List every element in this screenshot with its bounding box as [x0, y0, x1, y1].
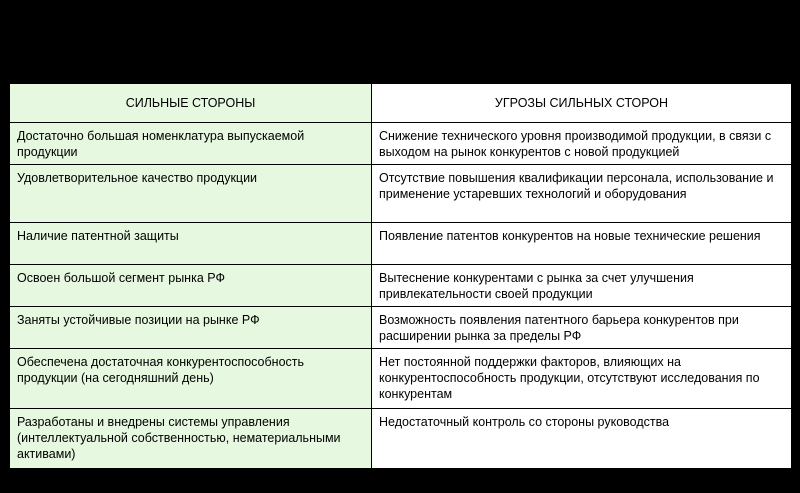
swot-table-container: [9, 83, 791, 469]
strength-cell: Заняты устойчивые позиции на рынке РФ: [10, 307, 372, 349]
table-row: [10, 409, 792, 469]
strength-cell: Удовлетворительное качество продукции: [10, 165, 372, 223]
threat-cell: Возможность появления патентного барьера конкурентов при расширении рынка за пределы РФ: [372, 307, 792, 349]
table-row: [10, 349, 792, 409]
threat-cell: Снижение технического уровня производимой продукции, в связи с выходом на рынок конкурентов с новой продукцией: [372, 123, 792, 165]
threat-cell: Отсутствие повышения квалификации персонала, использование и применение устаревших технологий и оборудования: [372, 165, 792, 223]
strength-cell: Наличие патентной защиты: [10, 223, 372, 265]
strengths-threats-table: [9, 83, 792, 469]
threat-cell: Нет постоянной поддержки факторов, влияющих на конкурентоспособность продукции, отсутствуют исследования по конкурентам: [372, 349, 792, 409]
table-header-row: [10, 84, 792, 123]
threat-cell: Вытеснение конкурентами с рынка за счет улучшения привлекательности своей продукции: [372, 265, 792, 307]
table-row: [10, 165, 792, 223]
strength-cell: Обеспечена достаточная конкурентоспособность продукции (на сегодняшний день): [10, 349, 372, 409]
table-row: [10, 123, 792, 165]
threats-column-header: УГРОЗЫ СИЛЬНЫХ СТОРОН: [372, 84, 792, 123]
table-row: [10, 307, 792, 349]
table-row: [10, 223, 792, 265]
strengths-column-header: СИЛЬНЫЕ СТОРОНЫ: [10, 84, 372, 123]
strength-cell: Достаточно большая номенклатура выпускаемой продукции: [10, 123, 372, 165]
table-row: [10, 265, 792, 307]
threat-cell: Недостаточный контроль со стороны руководства: [372, 409, 792, 469]
strength-cell: Разработаны и внедрены системы управления (интеллектуальной собственностью, нематериальными активами): [10, 409, 372, 469]
strength-cell: Освоен большой сегмент рынка РФ: [10, 265, 372, 307]
threat-cell: Появление патентов конкурентов на новые технические решения: [372, 223, 792, 265]
